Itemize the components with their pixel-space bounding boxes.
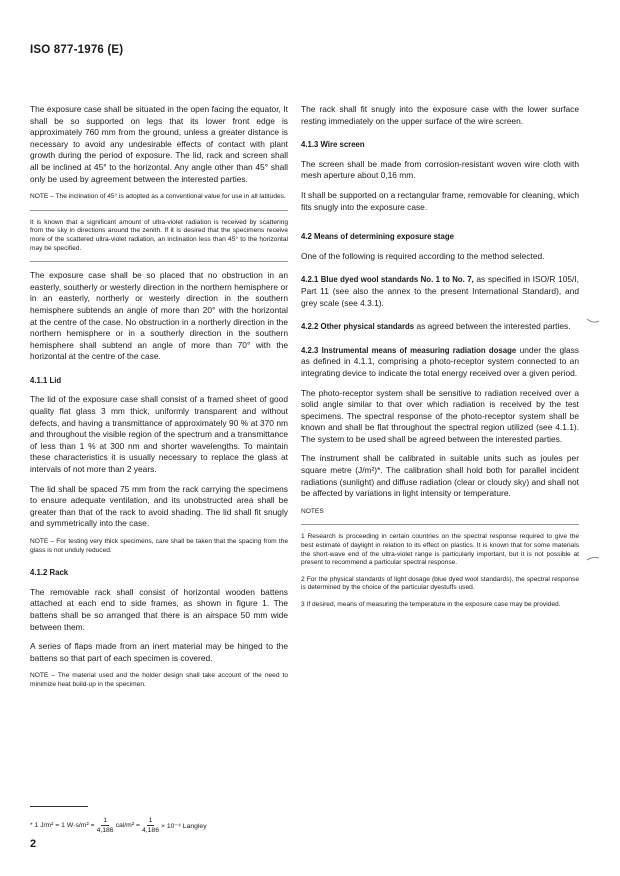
section-heading-4-1-3: 4.1.3 Wire screen [301, 140, 365, 150]
divider [30, 210, 288, 211]
note: 1 Research is proceeding in certain countries on the spectral response required to give the best estimate of daylight in relation to its effect on plastics. It is known that for some materials the short-wave end of the ultra-violet range is particularly important, but it is not possible at present to recommend a particular spectral response. [301, 533, 579, 567]
divider [301, 524, 579, 525]
paragraph: It shall be supported on a rectangular frame, removable for cleaning, which fits snugly into the exposure case. [301, 189, 579, 212]
paragraph: One of the following is required according to the method selected. [301, 250, 545, 261]
left-column [30, 104, 288, 698]
footnote-rule [30, 806, 88, 807]
margin-mark [586, 318, 600, 324]
note: 2 For the physical standards of light dosage (blue dyed wool standards), the spectral response is determined by the choice of the particular dyestuffs used. [301, 575, 579, 592]
note: NOTE – For testing very thick specimens, care shall be taken that the spacing from the glass is not unduly reduced. [30, 538, 288, 554]
paragraph: The screen shall be made from corrosion-resistant woven wire cloth with mesh aperture about 0,16 mm. [301, 158, 579, 181]
footnote-text: × 10⁻⁴ Langley [160, 822, 207, 830]
footnote-text: * 1 J/m² = 1 W·s/m² = [30, 822, 95, 829]
paragraph: The instrument shall be calibrated in suitable units such as joules per square metre (J/m²)*. The calibration shall hold both for parallel incident radiations (sunlight) and diffuse radiation (clear or cloudy sky) and shall not be affected by variations in light intensity or temperature. [301, 453, 579, 499]
paragraph: The photo-receptor system shall be sensitive to radiation received over a solid angle similar to that over which radiation is received by the test specimens. The spectral response of the photo-receptor system shall be known and shall be flat throughout the spectral region utilized (see 4.1.1). The system to be used shall be agreed between the interested parties. [301, 387, 579, 444]
page-number: 2 [30, 838, 37, 850]
fraction [97, 816, 114, 835]
margin-mark [586, 556, 600, 562]
numerator: 1 [148, 817, 153, 824]
note: 3 If desired, means of measuring the temperature in the exposure case may be provided. [301, 601, 561, 608]
paragraph: The exposure case shall be situated in the open facing the equator, It shall be so supported on legs that its lower front edge is approximately 760 mm from the ground, unless a greater distance is necessary to avoid any undesirable effects of contact with plant growth during the period of exposure. The lid, rack and screen shall all be inclined at 45° to the horizontal. Any angle other than 45° shall only be used by agreement between the interested parties. [30, 104, 288, 184]
run-in-text: as agreed between the interested parties. [416, 321, 571, 332]
footnote [30, 816, 207, 835]
paragraph: The removable rack shall consist of horizontal wooden battens attached at each end to side frames, as shown in figure 1. The battens shall be so arranged that there is an airspace 50 mm wide between them. [30, 586, 288, 632]
footnote-text: cal/m² = [115, 822, 140, 829]
run-in-heading: 4.2.1 Blue dyed wool standards No. 1 to No. 7, [301, 275, 474, 285]
run-in-heading: 4.2.3 Instrumental means of measuring radiation dosage [301, 345, 517, 355]
note: NOTE – The inclination of 45° is adopted as a conventional value for use in all latitudes. [30, 193, 286, 201]
paragraph-4-2-3 [301, 345, 579, 380]
section-heading-4-1-1: 4.1.1 Lid [30, 375, 62, 385]
denominator: 4,186 [141, 827, 159, 834]
run-in-text: under the glass as defined in 4.1.1, comprising a photo-receptor system connected to an integrating device to indicate the total energy received over a given period. [301, 344, 579, 378]
fraction [142, 816, 159, 835]
paragraph: The exposure case shall be so placed that no obstruction in an easterly, southerly or westerly direction in the northern hemisphere or in an easterly, northerly or westerly direction in the southern hemisphere subtends an angle of more than 20° with the horizontal at the centre of the case. No obstruction in a northerly direction in the northern hemisphere or in a southerly direction in the southern hemisphere shall subtend an angle of more than 70° with the horizontal at the centre of the case. [30, 270, 288, 362]
denominator: 4,186 [96, 827, 114, 834]
notes-heading: NOTES [301, 507, 324, 515]
paragraph: The rack shall fit snugly into the exposure case with the lower surface resting immediately on the upper surface of the wire screen. [301, 104, 579, 126]
note: It is known that a significant amount of ultra-violet radiation is received by scattering from the sky in directions around the zenith. If it is desired that the specimens receive more of the scattered ultra-violet radiation, an inclination less than 45° to the horizontal may be specified. [30, 218, 288, 252]
paragraph: A series of flaps made from an inert material may be hinged to the battens so that part of each specimen is covered. [30, 641, 288, 663]
note: NOTE – The material used and the holder design shall take account of the need to minimize heat build-up in the specimen. [30, 672, 288, 688]
section-heading-4-1-2: 4.1.2 Rack [30, 568, 69, 578]
run-in-text: as specified in ISO/R 105/I, Part 11 (see also the annex to the present International Standard), and grey scale (see 4.3.1). [301, 274, 579, 308]
paragraph-4-2-1 [301, 274, 579, 309]
divider [30, 261, 288, 262]
paragraph-4-2-2 [301, 321, 579, 333]
run-in-heading: 4.2.2 Other physical standards [301, 322, 415, 332]
right-column [301, 104, 579, 618]
document-header: ISO 877-1976 (E) [30, 44, 124, 56]
numerator: 1 [103, 817, 107, 824]
section-heading-4-2: 4.2 Means of determining exposure stage [301, 232, 454, 242]
paragraph: The lid of the exposure case shall consist of a framed sheet of good quality flat glass 3 mm thick, uniformly transparent and without defects, and having a transmittance of approximately 90 % at 370 nm and throughout the visible region of the spectrum and a transmittance of less than 1 % at 300 nm and shorter wavelengths. To maintain these characteristics it is usually necessary to replace the glass at intervals of not more than 2 years. [30, 394, 288, 475]
paragraph: The lid shall be spaced 75 mm from the rack carrying the specimens to ensure adequate ventilation, and its unobstructed area shall be greater than that of the rack to avoid shading. The lid shall fit snugly and symmetrically into the case. [30, 483, 288, 529]
